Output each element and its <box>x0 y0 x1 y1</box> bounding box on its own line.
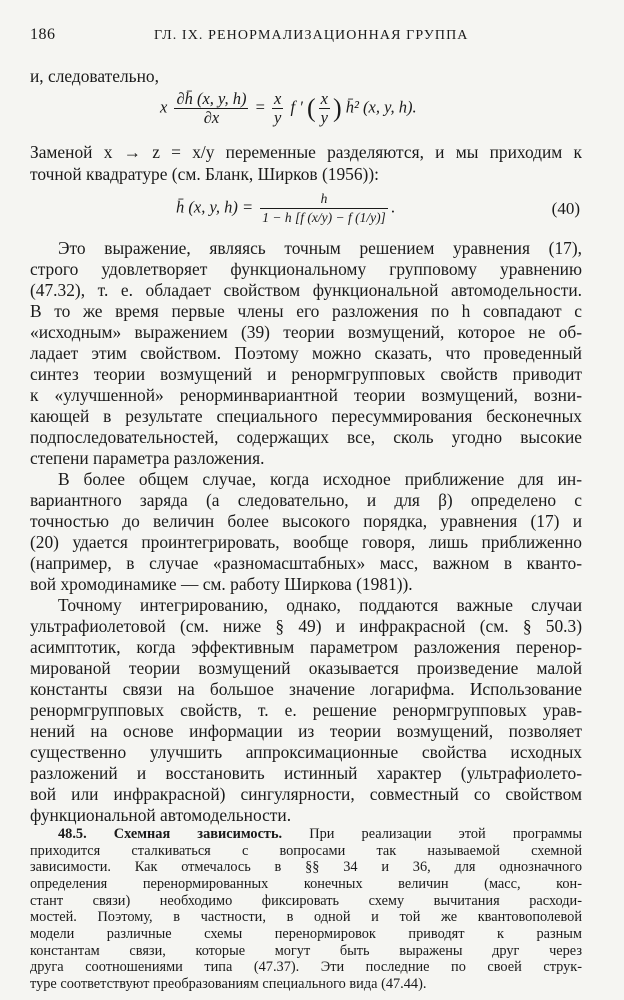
page-number: 186 <box>30 26 56 43</box>
section-first-line <box>58 826 582 843</box>
text-line: синтез теории возмущений и ренормгрупповых свойств приводит <box>30 364 582 384</box>
text-line: (например, в случае «разномасштабных» масс, важном в кванто- <box>30 553 582 573</box>
text-line: константы связи на большое значение логарифма. Использование <box>30 679 582 699</box>
text-line: вой или инфракрасной) сингулярности, совместный со свойством <box>30 784 582 804</box>
eq1-rhs-tail: h̄² (x, y, h). <box>345 97 417 117</box>
text-line: асимптотик, когда эффективным параметром разложения перенор- <box>30 637 582 657</box>
running-head: ГЛ. IX. РЕНОРМАЛИЗАЦИОННАЯ ГРУППА <box>154 28 469 43</box>
page-header <box>30 26 576 50</box>
text-line: Заменой x → z = x/y переменные разделяются, и мы приходим к <box>30 142 582 162</box>
eq1-f-symbol: f ′ <box>290 97 303 117</box>
text-line: определения перенормированных конечных величин (масс, кон- <box>30 876 582 892</box>
equation-1: x $\frac{\partial h̄ (x, y, h)}{\partial x}$ = $\frac{x}{y}$ f ′ ( $\frac{x}{y}$ ) h̄² (x, y, h). <box>160 89 417 127</box>
text-line: разложений и восстановить истинный характер (ультрафиолето- <box>30 763 582 783</box>
section-first-rest: При реализации этой программы <box>309 826 582 842</box>
text-line: Точному интегрированию, однако, поддаются важные случаи <box>58 595 582 615</box>
eq2-tail: . <box>390 197 395 217</box>
text-line: (20) удается проинтегрировать, вообще говоря, лишь приближенно <box>30 532 582 552</box>
text-line: кающей в результате специального пересуммирования бесконечных <box>30 406 582 426</box>
text-line: друга соотношениями типа (47.37). Эти последние по своей струк- <box>30 959 582 976</box>
eq1-f-denominator: y <box>274 108 282 127</box>
text-line: ультрафиолетовой (см. ниже § 49) и инфракрасной (см. § 50.3) <box>30 616 582 636</box>
eq1-lhs-numerator: ∂h̄ (x, y, h) <box>176 89 247 108</box>
text-line: мированой теории возмущений оказывается произведение малой <box>30 658 582 678</box>
text-line: ренормгрупповых свойств, т. е. решение ренормгрупповых урав- <box>30 700 582 720</box>
text-line: константам связи, которые могут быть выражены друг через <box>30 942 582 959</box>
eq2-fraction <box>260 190 388 227</box>
text-line: точностью до величин более высокого порядка, уравнения (17) и <box>30 511 582 531</box>
text-line: зависимости. Как отмечалось в §§ 34 и 36, для однозначного <box>30 859 582 876</box>
text-line: модели различные схемы перенормировок приводят к разным <box>30 926 582 942</box>
text-line: существенно улучшить аппроксимационные свойства исходных <box>30 742 582 762</box>
text-line: степени параметра разложения. <box>30 448 265 468</box>
text-line: мостей. Поэтому, в частности, в одной и той же квантовополевой <box>30 909 582 926</box>
text-line: строго удовлетворяет функциональному групповому уравнению <box>30 259 582 279</box>
eq2-denominator: 1 − h [f (x/y) − f (1/y)] <box>262 210 386 225</box>
text-line: стант связи) необходимо фиксировать схему вычитания расходи- <box>30 892 582 909</box>
text-line: подпоследовательностей, содержащих все, сколь угодно высокие <box>30 427 582 447</box>
text-line: приходится сталкиваться с вопросами так называемой схемной <box>30 842 582 859</box>
eq1-arg-denominator: y <box>320 108 328 127</box>
eq1-lhs-denominator: ∂x <box>203 108 220 127</box>
section-heading: 48.5. Схемная зависимость. <box>58 826 283 842</box>
eq1-derivative-fraction <box>174 90 248 127</box>
eq1-x-over-y <box>272 90 283 127</box>
text-line: точной квадратуре (см. Бланк, Ширков (1956)): <box>30 164 379 184</box>
text-line: В более общем случае, когда исходное приближение для ин- <box>58 469 582 489</box>
text-line: (47.32), т. е. обладает свойством функциональной автомодельности. <box>30 280 582 300</box>
text-line: туре соответствуют преобразованиям специального вида (47.44). <box>30 976 427 992</box>
eq1-arg-numerator: x <box>320 89 328 108</box>
eq2-numerator: h <box>320 191 328 206</box>
text-line: вой хромодинамике — см. работу Ширкова (1981)). <box>30 574 413 594</box>
eq2-lhs: h̄ (x, y, h) = <box>176 197 254 217</box>
eq1-arg-fraction <box>319 90 330 127</box>
text-line: «исходным» выражением (39) теории возмущений, которое не об- <box>30 322 582 342</box>
equation-number: (40) <box>551 199 580 218</box>
text-line: к «улучшенной» ренорминвариантной теории возмущений, возни- <box>30 385 582 405</box>
text-line: вариантного заряда (а следовательно, и для β) определено с <box>30 490 582 510</box>
eq1-lhs-prefix: x <box>160 97 168 117</box>
intro-line: и, следовательно, <box>30 66 159 86</box>
text-line: Это выражение, являясь точным решением уравнения (17), <box>58 238 582 258</box>
text-line: В то же время первые члены его разложения по h совпадают с <box>30 301 582 321</box>
text-line: нений на основе информации из теории возмущений, позволяет <box>30 721 582 741</box>
equation-2 <box>176 190 395 227</box>
eq1-f-numerator: x <box>274 89 282 108</box>
text-line: функциональной автомодельности. <box>30 805 292 825</box>
eq1-equals: = <box>255 97 265 117</box>
text-line: ладает этим свойством. Поэтому можно сказать, что проведенный <box>30 343 582 363</box>
